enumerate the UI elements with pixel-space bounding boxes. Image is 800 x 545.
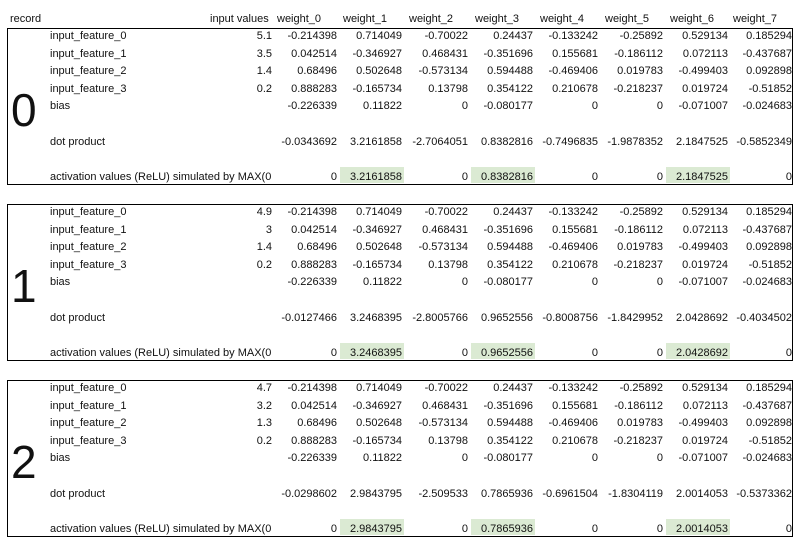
weight-cell[interactable]: 0.24437 xyxy=(493,382,533,394)
header-weight-6[interactable]: weight_6 xyxy=(670,13,715,25)
input-value[interactable]: 3.2 xyxy=(256,400,272,412)
input-value[interactable]: 4.9 xyxy=(256,206,272,218)
weight-cell[interactable]: 0.210678 xyxy=(552,435,598,447)
feature-label[interactable]: input_feature_3 xyxy=(50,259,127,271)
bias-cell[interactable]: -0.071007 xyxy=(678,452,728,464)
input-value[interactable]: 1.4 xyxy=(256,65,272,77)
dot-product-cell[interactable]: 0.7865936 xyxy=(481,488,533,500)
input-value[interactable]: 1.3 xyxy=(256,417,272,429)
weight-cell[interactable]: -0.165734 xyxy=(352,435,402,447)
weight-cell[interactable]: 0.468431 xyxy=(422,48,468,60)
weight-cell[interactable]: -0.25892 xyxy=(619,206,663,218)
dot-product-cell[interactable]: -1.8429952 xyxy=(607,312,663,324)
bias-cell[interactable]: -0.080177 xyxy=(483,452,533,464)
dot-product-cell[interactable]: -0.4034502 xyxy=(736,312,792,324)
activation-cell[interactable]: 2.0428692 xyxy=(676,347,728,359)
bias-cell[interactable]: -0.071007 xyxy=(678,276,728,288)
weight-cell[interactable]: -0.437687 xyxy=(742,48,792,60)
weight-cell[interactable]: 0.24437 xyxy=(493,30,533,42)
activation-cell[interactable]: 0 xyxy=(330,171,337,183)
dot-product-cell[interactable]: 3.2468395 xyxy=(350,312,402,324)
weight-cell[interactable]: 0.210678 xyxy=(552,259,598,271)
header-record[interactable]: record xyxy=(10,13,42,25)
bias-cell[interactable]: 0 xyxy=(591,100,598,112)
weight-cell[interactable]: -0.214398 xyxy=(287,382,337,394)
bias-cell[interactable]: 0.11822 xyxy=(363,276,402,288)
bias-cell[interactable]: -0.080177 xyxy=(483,276,533,288)
weight-cell[interactable]: 0.468431 xyxy=(422,400,468,412)
weight-cell[interactable]: 0.502648 xyxy=(356,417,402,429)
bias-cell[interactable]: 0 xyxy=(656,452,663,464)
dot-product-label[interactable]: dot product xyxy=(50,136,106,148)
weight-cell[interactable]: 0.714049 xyxy=(356,382,402,394)
weight-cell[interactable]: 0.502648 xyxy=(356,65,402,77)
weight-cell[interactable]: 0.529134 xyxy=(682,30,728,42)
weight-cell[interactable]: 0.13798 xyxy=(428,435,468,447)
weight-cell[interactable]: 0.68496 xyxy=(297,65,337,77)
feature-label[interactable]: input_feature_2 xyxy=(50,65,127,77)
bias-cell[interactable]: -0.024683 xyxy=(742,276,792,288)
feature-label[interactable]: input_feature_0 xyxy=(50,30,127,42)
weight-cell[interactable]: 0.594488 xyxy=(487,241,533,253)
weight-cell[interactable]: 0.594488 xyxy=(487,417,533,429)
activation-cell[interactable]: 0 xyxy=(591,171,598,183)
weight-cell[interactable]: 0.042514 xyxy=(291,224,337,236)
weight-cell[interactable]: -0.218237 xyxy=(613,259,663,271)
dot-product-cell[interactable]: -0.8008756 xyxy=(542,312,598,324)
weight-cell[interactable]: -0.351696 xyxy=(483,400,533,412)
record-number[interactable]: 2 xyxy=(11,436,37,488)
input-value[interactable]: 1.4 xyxy=(256,241,272,253)
weight-cell[interactable]: -0.214398 xyxy=(287,30,337,42)
header-weight-4[interactable]: weight_4 xyxy=(540,13,585,25)
bias-cell[interactable]: -0.226339 xyxy=(287,276,337,288)
weight-cell[interactable]: -0.133242 xyxy=(548,30,598,42)
bias-cell[interactable]: 0 xyxy=(591,276,598,288)
feature-label[interactable]: input_feature_2 xyxy=(50,417,127,429)
weight-cell[interactable]: -0.133242 xyxy=(548,206,598,218)
dot-product-cell[interactable]: -0.0343692 xyxy=(281,136,337,148)
feature-label[interactable]: input_feature_1 xyxy=(50,48,127,60)
weight-cell[interactable]: 0.529134 xyxy=(682,382,728,394)
bias-cell[interactable]: 0 xyxy=(656,100,663,112)
header-weight-7[interactable]: weight_7 xyxy=(733,13,778,25)
weight-cell[interactable]: -0.70022 xyxy=(424,30,468,42)
bias-cell[interactable]: -0.080177 xyxy=(483,100,533,112)
header-weight-1[interactable]: weight_1 xyxy=(343,13,388,25)
activation-cell[interactable]: 0.9652556 xyxy=(481,347,533,359)
weight-cell[interactable]: 0.68496 xyxy=(297,417,337,429)
weight-cell[interactable]: 0.019783 xyxy=(617,65,663,77)
activation-cell[interactable]: 0.7865936 xyxy=(481,523,533,535)
bias-cell[interactable]: -0.024683 xyxy=(742,452,792,464)
weight-cell[interactable]: -0.70022 xyxy=(424,206,468,218)
weight-cell[interactable]: 0.502648 xyxy=(356,241,402,253)
header-input-values[interactable]: input values xyxy=(210,13,269,25)
activation-cell[interactable]: 2.9843795 xyxy=(350,523,402,535)
dot-product-cell[interactable]: 0.9652556 xyxy=(481,312,533,324)
weight-cell[interactable]: 0.13798 xyxy=(428,83,468,95)
dot-product-label[interactable]: dot product xyxy=(50,312,106,324)
weight-cell[interactable]: 0.185294 xyxy=(746,382,792,394)
weight-cell[interactable]: 0.888283 xyxy=(291,435,337,447)
weight-cell[interactable]: 0.019724 xyxy=(682,259,728,271)
dot-product-cell[interactable]: -0.0127466 xyxy=(281,312,337,324)
dot-product-cell[interactable]: -1.8304119 xyxy=(608,488,663,500)
weight-cell[interactable]: 0.13798 xyxy=(428,259,468,271)
input-value[interactable]: 4.7 xyxy=(256,382,272,394)
input-value[interactable]: 0.2 xyxy=(256,83,272,95)
activation-cell[interactable]: 0 xyxy=(461,171,468,183)
weight-cell[interactable]: 0.185294 xyxy=(746,30,792,42)
weight-cell[interactable]: -0.186112 xyxy=(614,224,663,236)
dot-product-cell[interactable]: 3.2161858 xyxy=(350,136,402,148)
record-number[interactable]: 0 xyxy=(11,84,37,136)
weight-cell[interactable]: 0.714049 xyxy=(356,206,402,218)
weight-cell[interactable]: 0.68496 xyxy=(297,241,337,253)
input-value[interactable]: 0.2 xyxy=(256,435,272,447)
weight-cell[interactable]: -0.51852 xyxy=(748,435,792,447)
activation-cell[interactable]: 0.8382816 xyxy=(481,171,533,183)
weight-cell[interactable]: 0.185294 xyxy=(746,206,792,218)
weight-cell[interactable]: -0.469406 xyxy=(548,417,598,429)
bias-cell[interactable]: 0 xyxy=(461,276,468,288)
weight-cell[interactable]: 0.019783 xyxy=(617,241,663,253)
weight-cell[interactable]: -0.25892 xyxy=(619,30,663,42)
input-value[interactable]: 0.2 xyxy=(256,259,272,271)
weight-cell[interactable]: 0.019724 xyxy=(682,435,728,447)
bias-label[interactable]: bias xyxy=(50,100,71,112)
weight-cell[interactable]: 0.155681 xyxy=(552,400,598,412)
activation-cell[interactable]: 0 xyxy=(785,171,792,183)
activation-cell[interactable]: 0 xyxy=(591,347,598,359)
weight-cell[interactable]: -0.218237 xyxy=(613,83,663,95)
weight-cell[interactable]: -0.165734 xyxy=(352,259,402,271)
dot-product-cell[interactable]: -1.9878352 xyxy=(607,136,663,148)
feature-label[interactable]: input_feature_0 xyxy=(50,382,127,394)
bias-cell[interactable]: -0.226339 xyxy=(287,100,337,112)
dot-product-cell[interactable]: 0.8382816 xyxy=(481,136,533,148)
dot-product-cell[interactable]: 2.9843795 xyxy=(350,488,402,500)
weight-cell[interactable]: -0.346927 xyxy=(352,224,402,236)
bias-label[interactable]: bias xyxy=(50,452,71,464)
activation-cell[interactable]: 3.2161858 xyxy=(350,171,402,183)
weight-cell[interactable]: -0.573134 xyxy=(418,241,468,253)
weight-cell[interactable]: -0.346927 xyxy=(352,400,402,412)
bias-cell[interactable]: -0.071007 xyxy=(678,100,728,112)
dot-product-cell[interactable]: 2.0428692 xyxy=(676,312,728,324)
bias-cell[interactable]: 0.11822 xyxy=(363,452,402,464)
weight-cell[interactable]: -0.25892 xyxy=(619,382,663,394)
weight-cell[interactable]: -0.573134 xyxy=(418,417,468,429)
activation-cell[interactable]: 0 xyxy=(461,523,468,535)
weight-cell[interactable]: 0.210678 xyxy=(552,83,598,95)
activation-cell[interactable]: 0 xyxy=(785,347,792,359)
weight-cell[interactable]: 0.594488 xyxy=(487,65,533,77)
dot-product-cell[interactable]: -0.6961504 xyxy=(542,488,598,500)
dot-product-cell[interactable]: -2.509533 xyxy=(418,488,468,500)
weight-cell[interactable]: 0.468431 xyxy=(422,224,468,236)
weight-cell[interactable]: 0.042514 xyxy=(291,400,337,412)
weight-cell[interactable]: -0.186112 xyxy=(614,48,663,60)
dot-product-cell[interactable]: -0.7496835 xyxy=(542,136,598,148)
weight-cell[interactable]: -0.51852 xyxy=(748,83,792,95)
activation-cell[interactable]: 0 xyxy=(330,347,337,359)
weight-cell[interactable]: 0.155681 xyxy=(552,48,598,60)
weight-cell[interactable]: -0.70022 xyxy=(424,382,468,394)
dot-product-cell[interactable]: -2.8005766 xyxy=(412,312,468,324)
weight-cell[interactable]: 0.019724 xyxy=(682,83,728,95)
weight-cell[interactable]: -0.499403 xyxy=(678,417,728,429)
dot-product-cell[interactable]: -0.5373362 xyxy=(736,488,792,500)
weight-cell[interactable]: -0.165734 xyxy=(352,83,402,95)
feature-label[interactable]: input_feature_1 xyxy=(50,224,127,236)
weight-cell[interactable]: 0.354122 xyxy=(487,259,533,271)
activation-cell[interactable]: 2.1847525 xyxy=(676,171,728,183)
header-weight-0[interactable]: weight_0 xyxy=(277,13,322,25)
weight-cell[interactable]: 0.714049 xyxy=(356,30,402,42)
weight-cell[interactable]: -0.437687 xyxy=(742,400,792,412)
activation-cell[interactable]: 0 xyxy=(591,523,598,535)
weight-cell[interactable]: -0.437687 xyxy=(742,224,792,236)
dot-product-cell[interactable]: 2.1847525 xyxy=(676,136,728,148)
weight-cell[interactable]: 0.529134 xyxy=(682,206,728,218)
dot-product-cell[interactable]: -0.5852349 xyxy=(736,136,792,148)
feature-label[interactable]: input_feature_3 xyxy=(50,435,127,447)
header-weight-3[interactable]: weight_3 xyxy=(475,13,520,25)
weight-cell[interactable]: 0.24437 xyxy=(493,206,533,218)
activation-cell[interactable]: 2.0014053 xyxy=(676,523,728,535)
bias-cell[interactable]: 0 xyxy=(656,276,663,288)
weight-cell[interactable]: 0.354122 xyxy=(487,435,533,447)
weight-cell[interactable]: -0.499403 xyxy=(678,241,728,253)
dot-product-cell[interactable]: -2.7064051 xyxy=(412,136,468,148)
weight-cell[interactable]: -0.351696 xyxy=(483,48,533,60)
bias-cell[interactable]: 0 xyxy=(591,452,598,464)
feature-label[interactable]: input_feature_3 xyxy=(50,83,127,95)
weight-cell[interactable]: -0.469406 xyxy=(548,65,598,77)
activation-cell[interactable]: 0 xyxy=(785,523,792,535)
weight-cell[interactable]: 0.092898 xyxy=(746,417,792,429)
bias-cell[interactable]: 0.11822 xyxy=(363,100,402,112)
weight-cell[interactable]: 0.072113 xyxy=(682,400,728,412)
input-value[interactable]: 3 xyxy=(265,224,272,236)
header-weight-2[interactable]: weight_2 xyxy=(409,13,454,25)
weight-cell[interactable]: -0.573134 xyxy=(418,65,468,77)
bias-cell[interactable]: -0.226339 xyxy=(287,452,337,464)
weight-cell[interactable]: -0.346927 xyxy=(352,48,402,60)
activation-cell[interactable]: 0 xyxy=(656,523,663,535)
activation-label[interactable]: activation values (ReLU) simulated by MAX(0 xyxy=(50,523,272,535)
weight-cell[interactable]: -0.351696 xyxy=(483,224,533,236)
feature-label[interactable]: input_feature_1 xyxy=(50,400,127,412)
weight-cell[interactable]: 0.019783 xyxy=(617,417,663,429)
bias-cell[interactable]: -0.024683 xyxy=(742,100,792,112)
weight-cell[interactable]: -0.218237 xyxy=(613,435,663,447)
activation-cell[interactable]: 3.2468395 xyxy=(350,347,402,359)
weight-cell[interactable]: 0.092898 xyxy=(746,65,792,77)
weight-cell[interactable]: 0.888283 xyxy=(291,259,337,271)
weight-cell[interactable]: -0.133242 xyxy=(548,382,598,394)
header-weight-5[interactable]: weight_5 xyxy=(605,13,650,25)
weight-cell[interactable]: 0.354122 xyxy=(487,83,533,95)
weight-cell[interactable]: 0.042514 xyxy=(291,48,337,60)
weight-cell[interactable]: -0.51852 xyxy=(748,259,792,271)
dot-product-cell[interactable]: 2.0014053 xyxy=(676,488,728,500)
weight-cell[interactable]: 0.888283 xyxy=(291,83,337,95)
feature-label[interactable]: input_feature_2 xyxy=(50,241,127,253)
dot-product-cell[interactable]: -0.0298602 xyxy=(281,488,337,500)
record-number[interactable]: 1 xyxy=(11,260,37,312)
activation-label[interactable]: activation values (ReLU) simulated by MAX(0 xyxy=(50,171,272,183)
weight-cell[interactable]: -0.214398 xyxy=(287,206,337,218)
input-value[interactable]: 3.5 xyxy=(256,48,272,60)
feature-label[interactable]: input_feature_0 xyxy=(50,206,127,218)
bias-cell[interactable]: 0 xyxy=(461,452,468,464)
bias-cell[interactable]: 0 xyxy=(461,100,468,112)
weight-cell[interactable]: -0.186112 xyxy=(614,400,663,412)
weight-cell[interactable]: -0.499403 xyxy=(678,65,728,77)
activation-cell[interactable]: 0 xyxy=(656,171,663,183)
weight-cell[interactable]: -0.469406 xyxy=(548,241,598,253)
activation-cell[interactable]: 0 xyxy=(330,523,337,535)
weight-cell[interactable]: 0.072113 xyxy=(682,224,728,236)
weight-cell[interactable]: 0.072113 xyxy=(682,48,728,60)
dot-product-label[interactable]: dot product xyxy=(50,488,106,500)
activation-cell[interactable]: 0 xyxy=(461,347,468,359)
activation-label[interactable]: activation values (ReLU) simulated by MAX(0 xyxy=(50,347,272,359)
weight-cell[interactable]: 0.155681 xyxy=(552,224,598,236)
bias-label[interactable]: bias xyxy=(50,276,71,288)
activation-cell[interactable]: 0 xyxy=(656,347,663,359)
input-value[interactable]: 5.1 xyxy=(256,30,272,42)
weight-cell[interactable]: 0.092898 xyxy=(746,241,792,253)
